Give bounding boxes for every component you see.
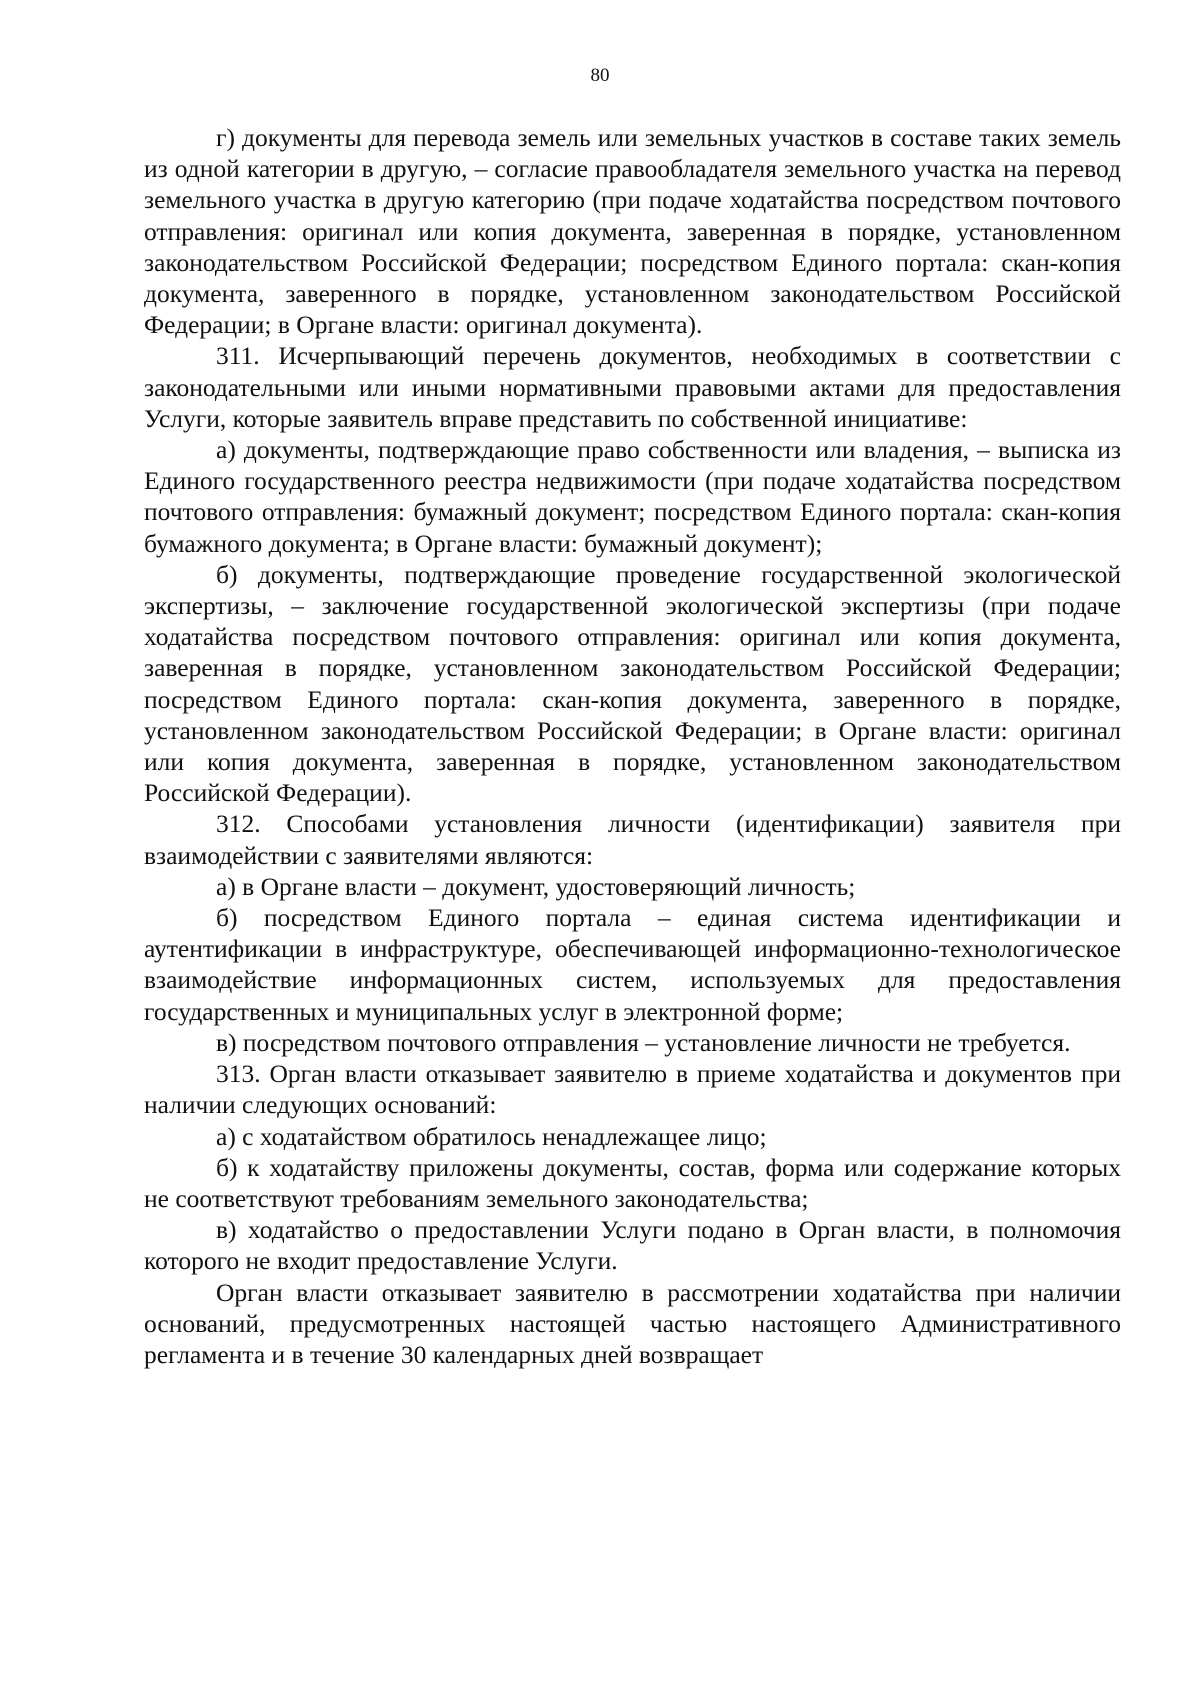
paragraph-b-ecological-expertise: б) документы, подтверждающие проведение государственной экологической экспертизы, – заключение государственной экологической экспертизы (при подаче ходатайства посредством почтового отправления: оригинал или копия документа, заверенная в порядке, установленном законодательством Российской Федерации; посредством Единого портала: скан-копия документа, заверенного в порядке, установленном законодательством Российской Федерации; в Органе власти: оригинал или копия документа, заверенная в порядке, установленном законодательством Российской Федерации).	[144, 559, 1121, 808]
paragraph-a-ownership-documents: а) документы, подтверждающие право собственности или владения, – выписка из Единого государственного реестра недвижимости (при подаче ходатайства посредством почтового отправления: бумажный документ; посредством Единого портала: скан-копия бумажного документа; в Органе власти: бумажный документ);	[144, 435, 1121, 558]
paragraph-312-identification-methods: 312. Способами установления личности (идентификации) заявителя при взаимодействии с заявителями являются:	[144, 809, 1121, 870]
paragraph-c-identity-via-post: в) посредством почтового отправления – установление личности не требуется.	[216, 1027, 1071, 1057]
page-number: 80	[590, 65, 610, 86]
paragraph-c-wrong-authority: в) ходатайство о предоставлении Услуги подано в Орган власти, в полномочия которого не входит предоставление Услуги.	[144, 1215, 1121, 1276]
paragraph-refusal-and-return: Орган власти отказывает заявителю в рассмотрении ходатайства при наличии оснований, предусмотренных настоящей частью настоящего Административного регламента и в течение 30 календарных дней возвращает	[144, 1277, 1121, 1369]
paragraph-a-identity-in-office: а) в Органе власти – документ, удостоверяющий личность;	[216, 871, 856, 901]
paragraph-a-improper-person: а) с ходатайством обратилось ненадлежащее лицо;	[216, 1121, 767, 1151]
document-body	[144, 122, 1121, 1370]
paragraph-311-document-list: 311. Исчерпывающий перечень документов, необходимых в соответствии с законодательными или иными нормативными правовыми актами для предоставления Услуги, которые заявитель вправе представить по собственной инициативе:	[144, 341, 1121, 433]
paragraph-313-refusal-grounds: 313. Орган власти отказывает заявителю в приеме ходатайства и документов при наличии следующих оснований:	[144, 1059, 1121, 1120]
paragraph-b-identity-via-portal: б) посредством Единого портала – единая система идентификации и аутентификации в инфраструктуре, обеспечивающей информационно-технологическое взаимодействие информационных систем, используемых для предоставления государственных и муниципальных услуг в электронной форме;	[144, 903, 1121, 1026]
paragraph-b-noncompliant-documents: б) к ходатайству приложены документы, состав, форма или содержание которых не соответствуют требованиям земельного законодательства;	[144, 1152, 1121, 1213]
paragraph-g-land-transfer-documents: г) документы для перевода земель или земельных участков в составе таких земель из одной категории в другую, – согласие правообладателя земельного участка на перевод земельного участка в другую категорию (при подаче ходатайства посредством почтового отправления: оригинал или копия документа, заверенная в порядке, установленном законодательством Российской Федерации; посредством Единого портала: скан-копия документа, заверенного в порядке, установленном законодательством Российской Федерации; в Органе власти: оригинал документа).	[144, 123, 1121, 340]
